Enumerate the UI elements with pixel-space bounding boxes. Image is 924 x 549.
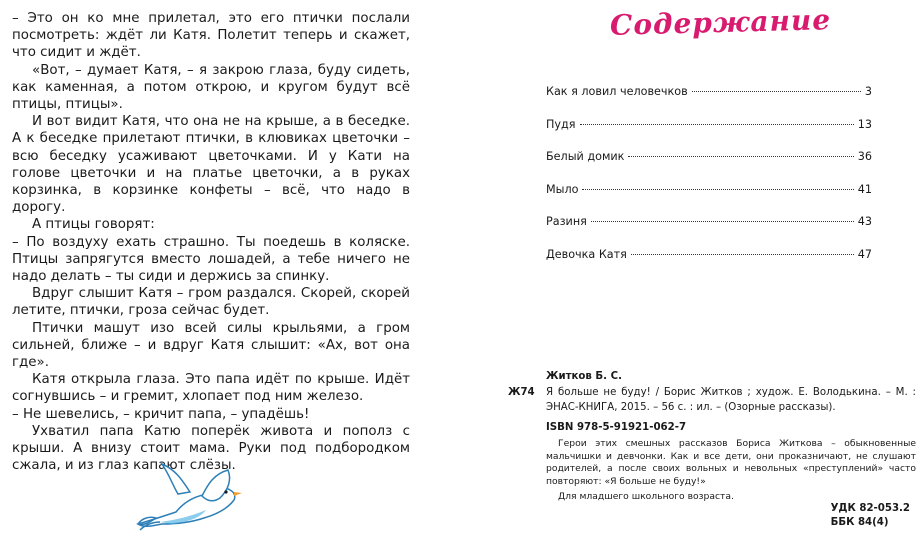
toc-item <box>546 248 872 281</box>
paragraph: – Это он ко мне прилетал, это его птички послали посмотреть: ждёт ли Катя. Полетит теперь и скажет, что сидит и ждёт. <box>12 11 410 61</box>
paragraph: Вдруг слышит Катя – гром раздался. Скорей, скорей летите, птички, гроза сейчас будет. <box>12 286 410 319</box>
toc-item <box>546 183 872 216</box>
toc-item <box>546 215 872 248</box>
dove-wing-back <box>162 464 190 494</box>
paragraph: Ухватил папа Катю поперёк живота и пополз с крыши. А внизу стоит мама. Руки под подбородком сжала, и из глаз капают слёзы. <box>12 423 410 474</box>
toc-item-title: Разиня <box>546 215 587 229</box>
toc-item-title: Мыло <box>546 182 579 196</box>
toc-item-title: Белый домик <box>546 150 625 164</box>
toc-item <box>546 150 872 183</box>
toc-item-page: 3 <box>864 85 872 98</box>
paragraph: Птички машут изо всей силы крыльями, а гром сильней, ближе – и вдруг Катя слышит: «Ах, вот она где». <box>12 320 410 371</box>
toc-item-page: 41 <box>857 182 872 196</box>
paragraph: – Не шевелись, – кричит папа, – упадёшь! <box>12 406 310 422</box>
author-code: Ж74 <box>508 387 535 398</box>
paragraph: Катя открыла глаза. Это папа идёт по крыше. Идёт согнувшись – и гремит, хлопает под ним железо. <box>12 372 410 405</box>
classification-codes <box>831 502 910 530</box>
dove-eye <box>224 490 227 493</box>
table-of-contents <box>546 85 872 281</box>
toc-item <box>546 85 872 118</box>
toc-item-page: 36 <box>857 150 872 164</box>
dove-illustration <box>132 462 262 534</box>
toc-item-title: Девочка Катя <box>546 247 627 261</box>
paragraph: И вот видит Катя, что она не на крыше, а в беседке. А к беседке прилетают птички, в клювиках цветочки – всю беседку усаживают цветочками. И у Кати на голове цветочки и на платье цветочки, а в руках корзинка, в корзинке конфеты – всё, что надо в дорогу. <box>12 114 410 216</box>
bbk-code: ББК 84(4) <box>830 517 889 528</box>
udk-code: УДК 82-053.2 <box>830 503 910 514</box>
toc-item <box>546 118 872 151</box>
book-annotation: Герои этих смешных рассказов Бориса Житкова – обыкновенные мальчишки и девчонки. Как и все дети, они проказничают, не слушают родителей, а после своих вольных и невольных «преступлений» часто повторяют: «Я больше не буду!» <box>546 438 916 487</box>
toc-item-page: 43 <box>857 215 872 229</box>
toc-item-page: 13 <box>857 117 872 131</box>
paragraph: – По воздуху ехать страшно. Ты поедешь в коляске. Птицы запрягутся вместо лошадей, а тебе ничего не надо делать – ты сиди и держись за спинку. <box>12 234 410 285</box>
toc-item-page: 47 <box>857 247 872 261</box>
right-page <box>462 0 924 549</box>
toc-item-title: Как я ловил человечков <box>546 85 688 98</box>
story-text <box>12 10 410 474</box>
dove-beak <box>234 492 242 496</box>
paragraph: «Вот, – думает Катя, – я закрою глаза, буду сидеть, как каменная, а потом открою, и кругом будут всё птицы, птицы». <box>12 62 410 113</box>
book-description: Я больше не буду! / Борис Житков ; худож. Е. Володькина. – М. : ЭНАС-КНИГА, 2015. – 56 с. : ил. – (Озорные рассказы). <box>546 387 916 413</box>
paragraph: А птицы говорят: <box>32 217 155 233</box>
book-author: Житков Б. С. <box>546 371 622 382</box>
toc-item-title: Пудя <box>546 117 576 131</box>
isbn: ISBN 978-5-91921-062-7 <box>546 422 687 433</box>
toc-title: Содержание <box>609 3 832 42</box>
age-group: Для младшего школьного возраста. <box>558 491 734 502</box>
